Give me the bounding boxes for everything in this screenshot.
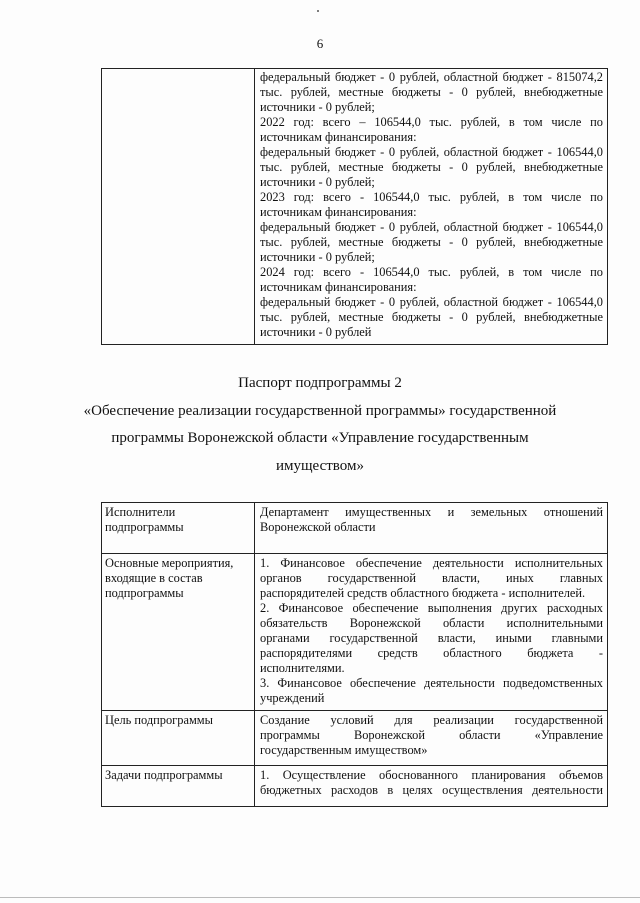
scan-speck [317,10,319,12]
text-line: 3. Финансовое обеспечение деятельности подведомственных [260,676,603,690]
text-line: источники - 0 рублей; [260,100,375,114]
label-line: подпрограммы [105,520,184,534]
text-line: федеральный бюджет - 0 рублей, областной бюджет - 106544,0 [260,145,603,159]
text-line: источникам финансирования: [260,130,417,144]
text-line: учреждений [260,691,325,705]
heading-line: программы Воронежской области «Управление государственным [111,430,529,446]
text-line: Воронежской области [260,520,376,534]
text-line: источники - 0 рублей; [260,175,375,189]
text-line: органов государственной власти, иных главных [260,571,603,585]
text-line: Департамент имущественных и земельных отношений [260,505,603,519]
label-cell [102,503,255,554]
subprogram-passport-table [101,502,608,807]
heading-line: Паспорт подпрограммы 2 [238,375,402,391]
label-cell [102,766,255,807]
text-line: бюджетных расходов в целях осуществления деятельности [260,783,603,797]
value-cell [255,554,608,711]
text-line: федеральный бюджет - 0 рублей, областной бюджет - 106544,0 [260,295,603,309]
label-line: Цель подпрограммы [105,713,213,727]
text-line: тыс. рублей, местные бюджеты - 0 рублей, внебюджетные [260,235,603,249]
text-line: государственным имуществом» [260,743,428,757]
page-number: 6 [316,36,324,51]
text-line: 2024 год: всего - 106544,0 тыс. рублей, в том числе по [260,265,603,279]
table-row [102,503,608,554]
text-line: источники - 0 рублей; [260,250,375,264]
text-line: 2. Финансовое обеспечение выполнения других расходных [260,601,603,615]
text-line: тыс. рублей, местные бюджеты - 0 рублей, внебюджетные [260,85,603,99]
text-line: тыс. рублей, местные бюджеты - 0 рублей, внебюджетные [260,160,603,174]
text-line: распорядителями средств областного бюджета - [260,646,603,660]
text-line: источники - 0 рублей [260,325,372,339]
text-line: программы Воронежской области «Управление [260,728,603,742]
label-line: Основные мероприятия, [105,556,234,570]
table-row [102,554,608,711]
value-cell [255,766,608,807]
table-row [102,711,608,766]
heading-line: имуществом» [275,457,364,474]
text-line: 1. Финансовое обеспечение деятельности исполнительных [260,556,603,570]
subprogram-passport-heading [0,370,640,480]
label-cell [102,711,255,766]
text-line: тыс. рублей, местные бюджеты - 0 рублей, внебюджетные [260,310,603,324]
text-line: обязательств Воронежской области исполнительными [260,616,603,630]
text-line: Создание условий для реализации государственной [260,713,603,727]
text-line: источникам финансирования: [260,205,417,219]
financing-table-continuation [101,68,608,345]
label-line: Задачи подпрограммы [105,768,223,782]
page-bottom-edge [0,897,640,898]
label-line: входящие в состав [105,571,203,585]
value-cell [255,711,608,766]
value-cell [255,503,608,554]
table-row [102,766,608,807]
heading-line: «Обеспечение реализации государственной программы» государственной [83,402,557,419]
label-cell [102,554,255,711]
text-line: органами государственной власти, иными главными [260,631,603,645]
financing-text-cell [255,69,608,345]
text-line: 2023 год: всего - 106544,0 тыс. рублей, в том числе по [260,190,603,204]
text-line: 2022 год: всего – 106544,0 тыс. рублей, в том числе по [260,115,603,129]
label-line: Исполнители [105,505,176,519]
text-line: федеральный бюджет - 0 рублей, областной бюджет - 815074,2 [260,70,603,84]
text-line: источникам финансирования: [260,280,417,294]
text-line: исполнителями. [260,661,345,675]
text-line: федеральный бюджет - 0 рублей, областной бюджет - 106544,0 [260,220,603,234]
label-line: подпрограммы [105,586,184,600]
empty-label-cell [102,69,255,345]
text-line: распорядителей средств областного бюджета - исполнителей. [260,586,586,600]
table-row [102,69,608,345]
text-line: 1. Осуществление обоснованного планирования объемов [260,768,603,782]
